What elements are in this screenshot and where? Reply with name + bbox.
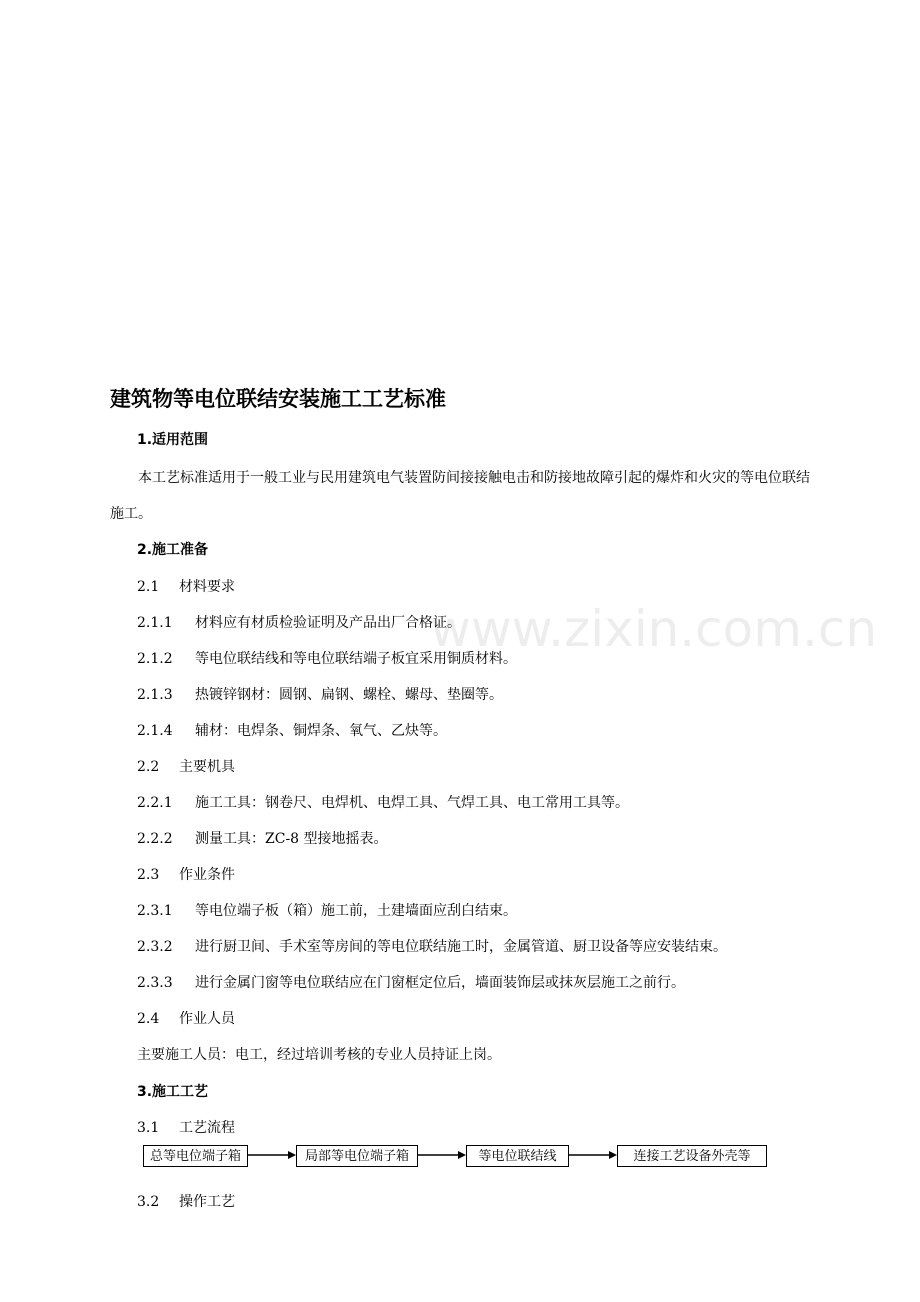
item-text: 主要机具	[179, 759, 235, 775]
item-text: 作业条件	[179, 867, 235, 883]
item-number: 2.3.1	[137, 903, 173, 919]
flow-step-1: 总等电位端子箱	[143, 1145, 248, 1167]
item-number: 2.2	[137, 759, 160, 775]
watermark: www.zixin.com.cn	[430, 600, 878, 658]
item-text: 作业人员	[179, 1011, 235, 1027]
item-number: 2.1	[137, 579, 160, 595]
item-number: 3.2	[137, 1194, 160, 1210]
section-3-heading: 3.施工工艺	[137, 1084, 209, 1100]
flow-step-2: 局部等电位端子箱	[296, 1145, 418, 1167]
item-2-1-3	[137, 685, 503, 705]
item-number: 3.1	[137, 1120, 160, 1136]
flow-step-3: 等电位联结线	[466, 1145, 569, 1167]
item-number: 2.1.1	[137, 615, 173, 631]
item-2-2-1	[137, 793, 629, 813]
document-title: 建筑物等电位联结安装施工工艺标准	[110, 387, 446, 411]
item-text: 测量工具：ZC-8 型接地摇表。	[195, 831, 388, 847]
item-number: 2.3	[137, 867, 160, 883]
item-2-1-1	[137, 613, 461, 633]
item-text: 材料要求	[179, 579, 235, 595]
item-number: 2.4	[137, 1011, 160, 1027]
item-number: 2.1.4	[137, 723, 173, 739]
item-3-1	[137, 1118, 235, 1138]
item-2-1	[137, 577, 235, 597]
item-number: 2.1.2	[137, 651, 173, 667]
item-2-1-4	[137, 721, 447, 741]
section-1-body: 本工艺标准适用于一般工业与民用建筑电气装置防间接接触电击和防接地故障引起的爆炸和火灾的等电位联结施工。	[110, 470, 810, 522]
item-2-3	[137, 865, 235, 885]
item-2-4	[137, 1009, 235, 1029]
item-2-2-2	[137, 829, 388, 849]
item-text: 等电位端子板（箱）施工前，土建墙面应刮白结束。	[195, 903, 517, 919]
section-1-heading: 1.适用范围	[137, 432, 209, 448]
item-text: 材料应有材质检验证明及产品出厂合格证。	[195, 615, 461, 631]
item-text: 施工工具：钢卷尺、电焊机、电焊工具、气焊工具、电工常用工具等。	[195, 795, 629, 811]
item-2-1-2	[137, 649, 517, 669]
flow-arrow-icon	[569, 1150, 617, 1160]
item-number: 2.2.2	[137, 831, 173, 847]
flow-step-4: 连接工艺设备外壳等	[617, 1145, 767, 1167]
item-2-2	[137, 757, 235, 777]
flow-arrow-icon	[248, 1150, 296, 1160]
item-text: 辅材：电焊条、铜焊条、氧气、乙炔等。	[195, 723, 447, 739]
item-text: 进行厨卫间、手术室等房间的等电位联结施工时，金属管道、厨卫设备等应安装结束。	[195, 939, 727, 955]
item-3-2	[137, 1192, 235, 1212]
item-2-3-3	[137, 973, 685, 993]
item-number: 2.3.2	[137, 939, 173, 955]
item-text: 操作工艺	[179, 1194, 235, 1210]
item-number: 2.3.3	[137, 975, 173, 991]
item-2-3-1	[137, 901, 517, 921]
section-2-heading: 2.施工准备	[137, 542, 209, 558]
item-text: 工艺流程	[179, 1120, 235, 1136]
flow-arrow-icon	[418, 1150, 466, 1160]
item-text: 等电位联结线和等电位联结端子板宜采用铜质材料。	[195, 651, 517, 667]
item-2-3-2	[137, 937, 727, 957]
personnel-text: 主要施工人员：电工，经过培训考核的专业人员持证上岗。	[137, 1047, 501, 1063]
item-text: 进行金属门窗等电位联结应在门窗框定位后，墙面装饰层或抹灰层施工之前行。	[195, 975, 685, 991]
item-number: 2.2.1	[137, 795, 173, 811]
item-number: 2.1.3	[137, 687, 173, 703]
item-text: 热镀锌钢材：圆钢、扁钢、螺栓、螺母、垫圈等。	[195, 687, 503, 703]
